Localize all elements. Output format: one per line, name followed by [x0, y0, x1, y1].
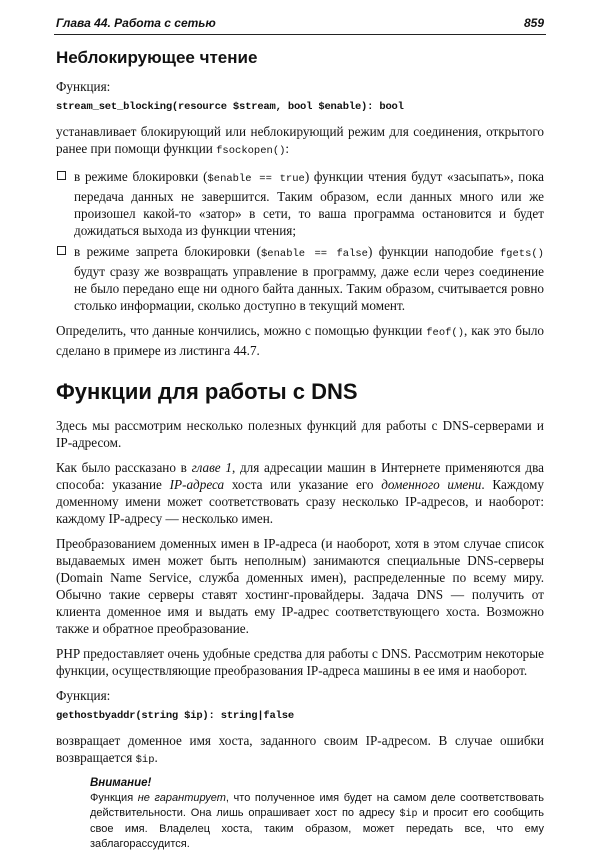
function-label: Функция:: [56, 79, 111, 94]
paragraph: Преобразованием доменных имен в IP-адреса (и наоборот, хотя в этом случае список выдаваемых имен может быть неполным) занимаются специальные DNS-серверы (Domain Name Service, служба доменных имен), распределенные по всему миру. Обычно такие серверы ставят хостинг-провайдеры. Задача DNS — получить от клиента доменное имя и выдать ему IP-адрес соответствующего хоста. Возможно также и обратное преобразование.: [56, 536, 544, 636]
function-signature: stream_set_blocking(resource $stream, bool $enable): bool: [56, 101, 404, 113]
paragraph: Определить, что данные кончились, можно с помощью функции feof(), как это было сделано в примере из листинга 44.7.: [56, 323, 544, 358]
note-text: Функция не гарантирует, что полученное имя будет на самом деле соответствовать действительности. Она лишь опрашивает хост по адресу $ip и просит его сообщить свое имя. Владелец хоста, таким образом, может передать все, что ему заблагорассудится.: [90, 792, 545, 850]
bullet-list: [56, 168, 544, 314]
function-signature: gethostbyaddr(string $ip): string|false: [56, 710, 294, 722]
paragraph: PHP предоставляет очень удобные средства для работы с DNS. Рассмотрим некоторые функции, осуществляющие преобразования IP-адреса машины в ее имя и наоборот.: [56, 646, 544, 678]
page-content: [56, 44, 544, 852]
list-item: в режиме запрета блокировки ($enable == false) функции наподобие fgets() будут сразу же возвращать управление в программу, даже если через соединение не было передано еще ни одного байта данных. Таким образом, считывается ровно столько информации, сколько доступно в текущий момент.: [56, 243, 544, 314]
list-item: в режиме блокировки ($enable == true) функции чтения будут «засыпать», пока передача данных не завершится. Таким образом, если данных много или же произошел какой-то «затор» в сети, то ваша программа остановится и будет дожидаться выхода из функции чтения;: [56, 168, 544, 239]
paragraph: Как было рассказано в главе 1, для адресации машин в Интернете применяются два способа: указание IP-адреса хоста или указание его доменного имени. Каждому доменному имени может соответствовать сразу несколько IP-адресов, и наоборот: каждому IP-адресу — несколько имен.: [56, 460, 544, 526]
page-number: 859: [523, 16, 544, 30]
page-header: [54, 12, 546, 35]
paragraph: устанавливает блокирующий или неблокирующий режим для соединения, открытого ранее при помощи функции fsockopen():: [56, 124, 544, 157]
paragraph: Здесь мы рассмотрим несколько полезных функций для работы с DNS-серверами и IP-адресом.: [56, 418, 544, 450]
chapter-title: Глава 44. Работа с сетью: [56, 16, 216, 30]
checkbox-bullet-icon: [57, 246, 66, 255]
warning-note: [90, 777, 544, 852]
paragraph: возвращает доменное имя хоста, заданного своим IP-адресом. В случае ошибки возвращается $ip.: [56, 733, 544, 766]
checkbox-bullet-icon: [57, 171, 66, 180]
section-title-dns: Функции для работы с DNS: [56, 379, 358, 404]
function-label: Функция:: [56, 688, 111, 703]
section-title-nonblocking: Неблокирующее чтение: [56, 48, 258, 67]
note-title: Внимание!: [90, 777, 152, 789]
